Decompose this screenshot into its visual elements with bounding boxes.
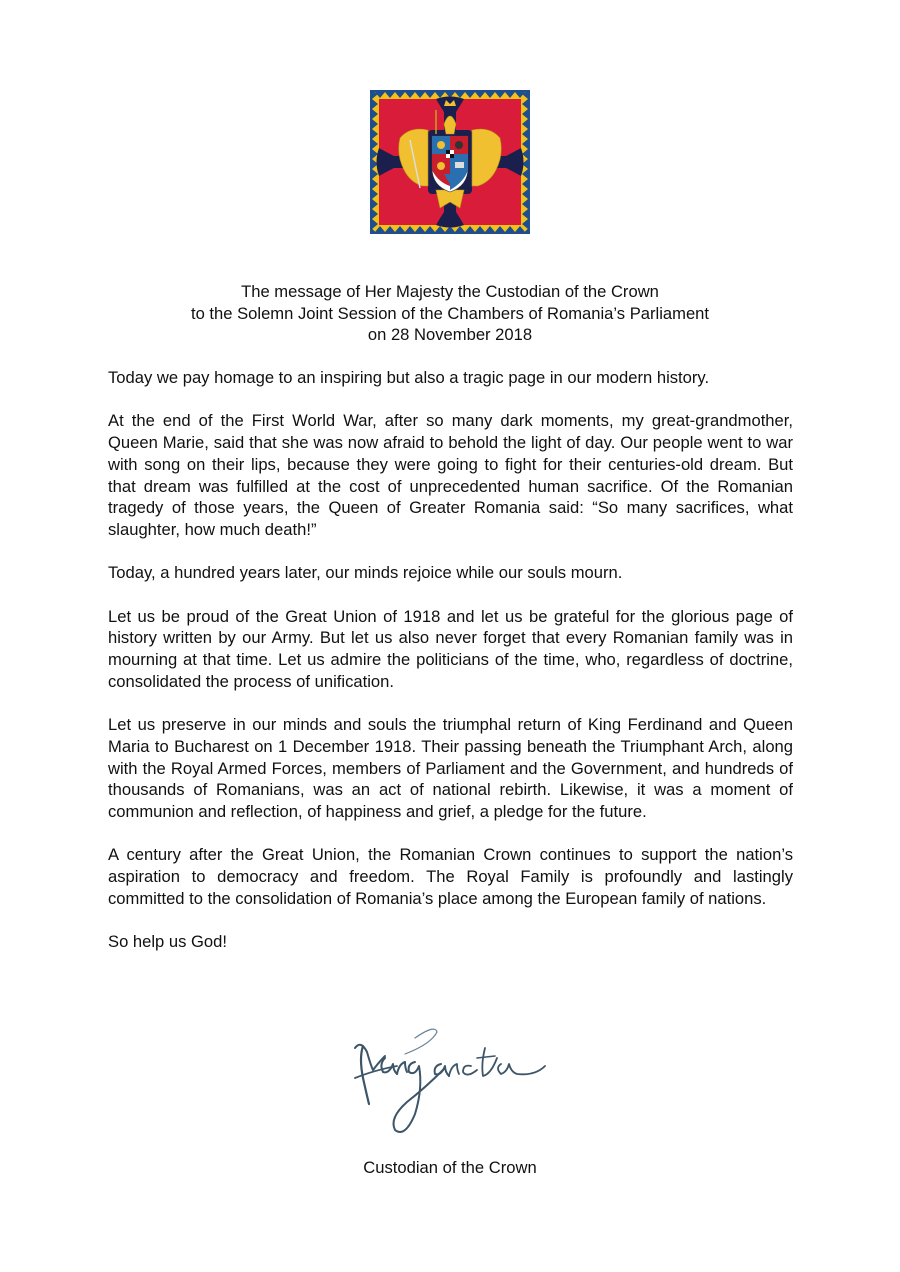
message-body [108, 367, 793, 975]
signature-icon [345, 1018, 555, 1148]
paragraph-1: Today we pay homage to an inspiring but also a tragic page in our modern history. [108, 368, 710, 387]
paragraph-3: Today, a hundred years later, our minds rejoice while our souls mourn. [108, 563, 623, 583]
paragraph-5: Let us preserve in our minds and souls the triumphal return of King Ferdinand and Queen Maria to Bucharest on 1 December 1918. Their passing beneath the Triumphant Arch, along with the Royal Armed Forces, members of Parliament and the Government, and hundreds of thousands of Romanians, was an act of national rebirth. Likewise, it was a moment of communion and reflection, of happiness and grief, a pledge for the future. [108, 715, 793, 821]
title-line-3: on 28 November 2018 [367, 325, 533, 344]
closing-line: So help us God! [108, 932, 228, 952]
paragraph-6: A century after the Great Union, the Romanian Crown continues to support the nation’s aspiration to democracy and freedom. The Royal Family is profoundly and lastingly committed to the consolidation of Romania’s place among the European family of nations. [108, 845, 793, 908]
message-title [100, 281, 800, 346]
paragraph-2: At the end of the First World War, after so many dark moments, my great-grandmother, Queen Marie, said that she was now afraid to behold the light of day. Our people went to war with song on their lips, because they were going to fight for their centuries-old dream. But that dream was fulfilled at the cost of unprecedented human sacrifice. Of the Romanian tragedy of those years, the Queen of Greater Romania said: “So many sacrifices, what slaughter, how much death!” [108, 411, 793, 539]
title-line-2: to the Solemn Joint Session of the Chambers of Romania’s Parliament [190, 303, 710, 323]
signature-caption: Custodian of the Crown [363, 1158, 537, 1177]
royal-standard-flag-icon [370, 90, 530, 234]
paragraph-4: Let us be proud of the Great Union of 1918 and let us be grateful for the glorious page of history written by our Army. But let us also never forget that every Romanian family was in mourning at that time. Let us admire the politicians of the time, who, regardless of doctrine, consolidated the process of unification. [108, 606, 793, 691]
title-line-1: The message of Her Majesty the Custodian of the Crown [241, 282, 659, 301]
